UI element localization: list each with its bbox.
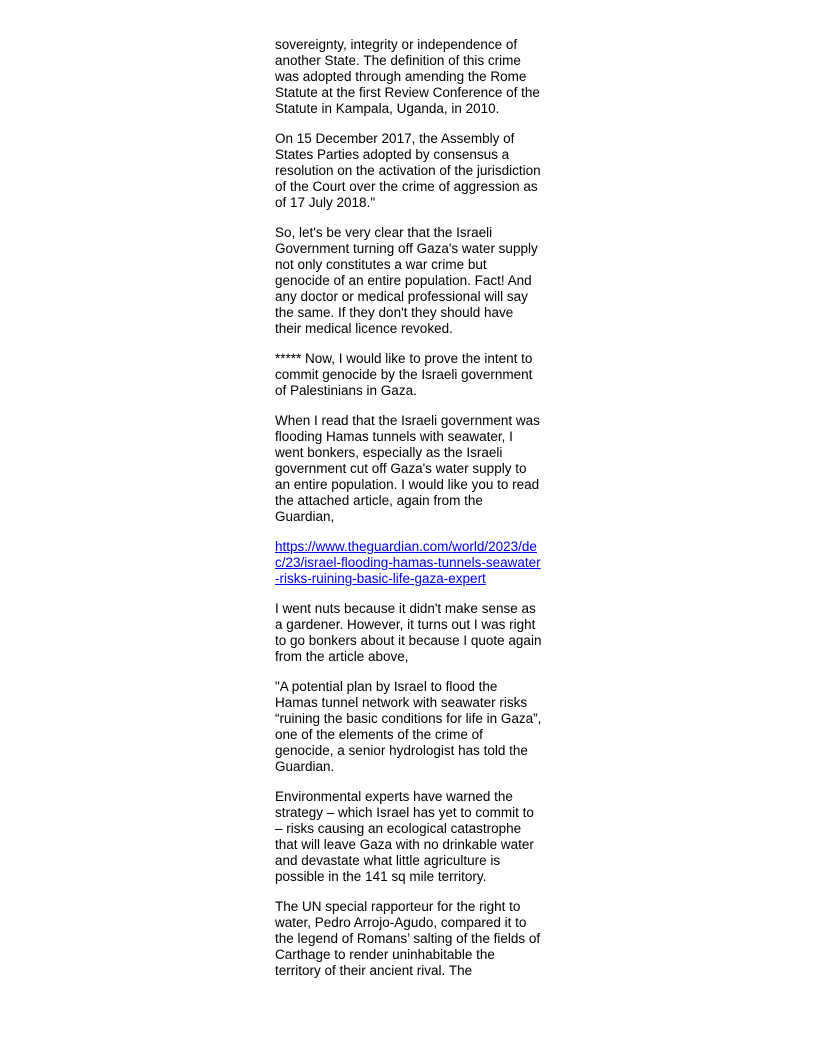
- paragraph-flooding-tunnels: When I read that the Israeli government was flooding Hamas tunnels with seawater, I went bonkers, especially as the Israeli government cut off Gaza's water supply to an entire population. I would like you to read the attached article, again from the Guardian,: [275, 413, 540, 524]
- paragraph-sovereignty: sovereignty, integrity or independence of another State. The definition of this crime was adopted through amending the Rome Statute at the first Review Conference of the Statute in Kampala, Uganda, in 2010.: [275, 37, 540, 116]
- paragraph-assembly-resolution: On 15 December 2017, the Assembly of States Parties adopted by consensus a resolution on the activation of the jurisdiction of the Court over the crime of aggression as of 17 July 2018.": [275, 131, 541, 210]
- document-body: [275, 37, 543, 993]
- paragraph-gardener: I went nuts because it didn't make sense as a gardener. However, it turns out I was right to go bonkers about it because I quote again from the article above,: [275, 601, 542, 664]
- paragraph-un-rapporteur: The UN special rapporteur for the right to water, Pedro Arrojo-Agudo, compared it to the legend of Romans’ salting of the fields of Carthage to render uninhabitable the territory of their ancient rival. The: [275, 899, 541, 978]
- paragraph-hydrologist-quote: "A potential plan by Israel to flood the Hamas tunnel network with seawater risks “ruining the basic conditions for life in Gaza”, one of the elements of the crime of genocide, a senior hydrologist has told the Guardian.: [275, 679, 542, 774]
- link-paragraph: [275, 539, 543, 587]
- guardian-article-link[interactable]: https://www.theguardian.com/world/2023/dec/23/israel-flooding-hamas-tunnels-seawater-risks-ruining-basic-life-gaza-expert: [275, 539, 541, 586]
- paragraph-intent-to-commit-genocide: ***** Now, I would like to prove the intent to commit genocide by the Israeli government of Palestinians in Gaza.: [275, 351, 533, 398]
- paragraph-environmental-experts: Environmental experts have warned the strategy – which Israel has yet to commit to – risks causing an ecological catastrophe that will leave Gaza with no drinkable water and devastate what little agriculture is possible in the 141 sq mile territory.: [275, 789, 534, 884]
- paragraph-water-supply-genocide: So, let's be very clear that the Israeli Government turning off Gaza's water supply not only constitutes a war crime but genocide of an entire population. Fact! And any doctor or medical professional will say the same. If they don't they should have their medical licence revoked.: [275, 225, 538, 336]
